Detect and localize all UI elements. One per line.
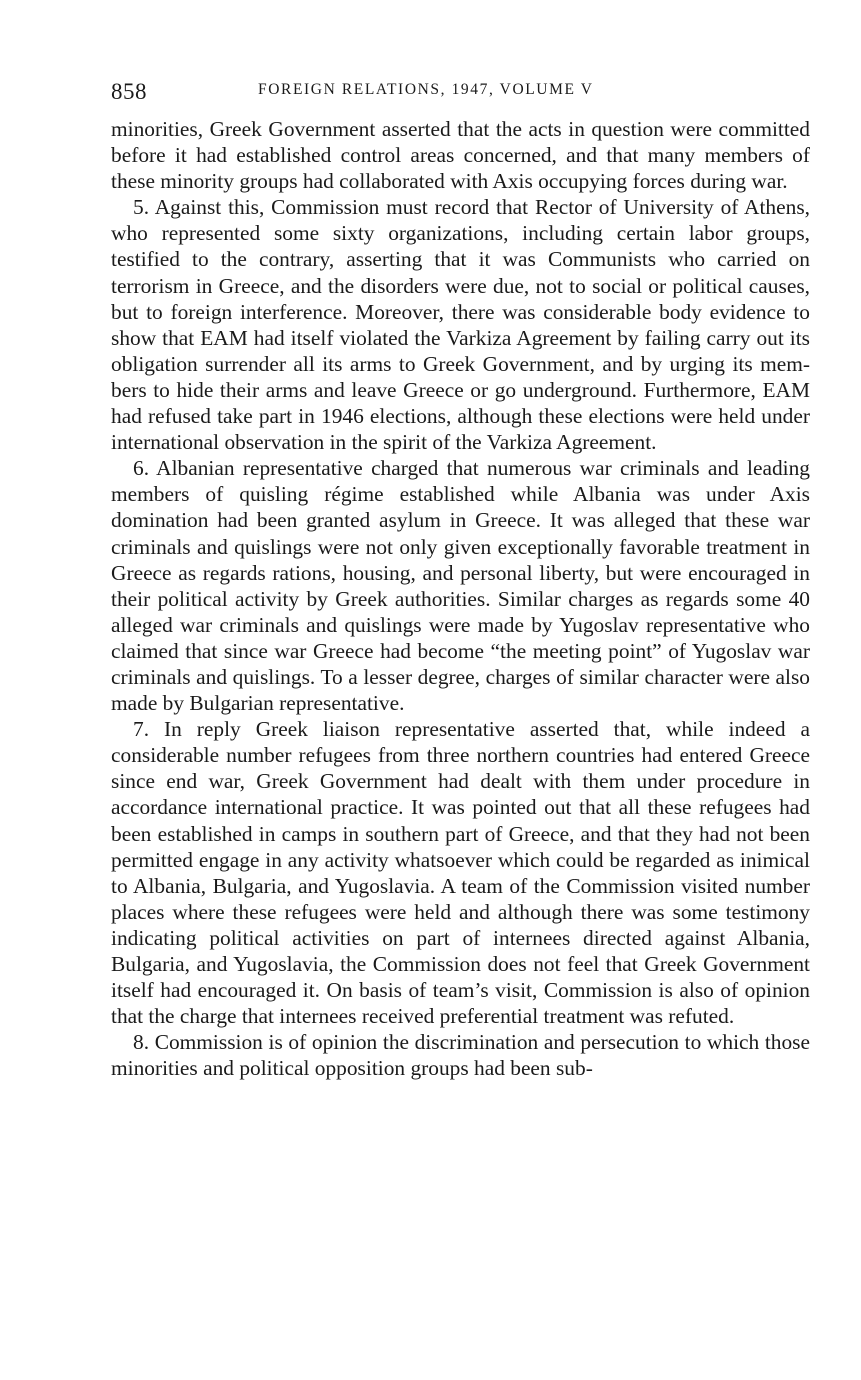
paragraph-5: 5. Against this, Commission must record that Rector of University of Athens, who represented some sixty organizations, including certain labor groups, testified to the contrary, asserting that it was Communists who carried on terrorism in Greece, and the disorders were due, not to social or political causes, but to foreign interference. Moreover, there was considerable body evidence to show that EAM had itself violated the Varkiza Agreement by failing carry out its obligation surrender all its arms to Greek Government, and by urging its members to hide their arms and leave Greece or go underground. Furthermore, EAM had refused take part in 1946 elections, although these elections were held under international observation in the spirit of the Varkiza Agreement. (111, 195, 810, 455)
paragraph-8: 8. Commission is of opinion the discrimination and persecution to which those minorities and political opposition groups had been sub- (111, 1030, 810, 1081)
document-body (111, 116, 810, 1081)
paragraph-continuation: minorities, Greek Government asserted that the acts in question were committed before it had established control areas concerned, and that many members of these minority groups had collaborated with Axis occupying forces during war. (111, 117, 810, 194)
paragraph-7: 7. In reply Greek liaison representative asserted that, while indeed a considerable number refugees from three northern countries had entered Greece since end war, Greek Government had dealt with them under procedure in accordance international practice. It was pointed out that all these refugees had been established in camps in southern part of Greece, and that they had not been permitted engage in any activity whatsoever which could be regarded as inimical to Albania, Bulgaria, and Yugoslavia. A team of the Commission visited number places where these refugees were held and although there was some testimony indicating political activities on part of internees directed against Albania, Bulgaria, and Yugoslavia, the Commission does not feel that Greek Government itself had encouraged it. On basis of team’s visit, Commission is also of opinion that the charge that internees received preferential treatment was refuted. (111, 717, 810, 1029)
page-number: 858 (111, 79, 147, 104)
running-head: FOREIGN RELATIONS, 1947, VOLUME V (258, 81, 594, 98)
paragraph-6: 6. Albanian representative charged that numerous war criminals and leading members of quisling régime established while Albania was under Axis domination had been granted asylum in Greece. It was alleged that these war criminals and quislings were not only given exceptionally favorable treatment in Greece as regards rations, housing, and personal liberty, but were encouraged in their political activity by Greek authorities. Similar charges as regards some 40 alleged war criminals and quislings were made by Yugoslav representative who claimed that since war Greece had become “the meeting point” of Yugoslav war criminals and quislings. To a lesser degree, charges of similar character were also made by Bulgarian representative. (111, 456, 810, 716)
page-header (111, 74, 811, 104)
